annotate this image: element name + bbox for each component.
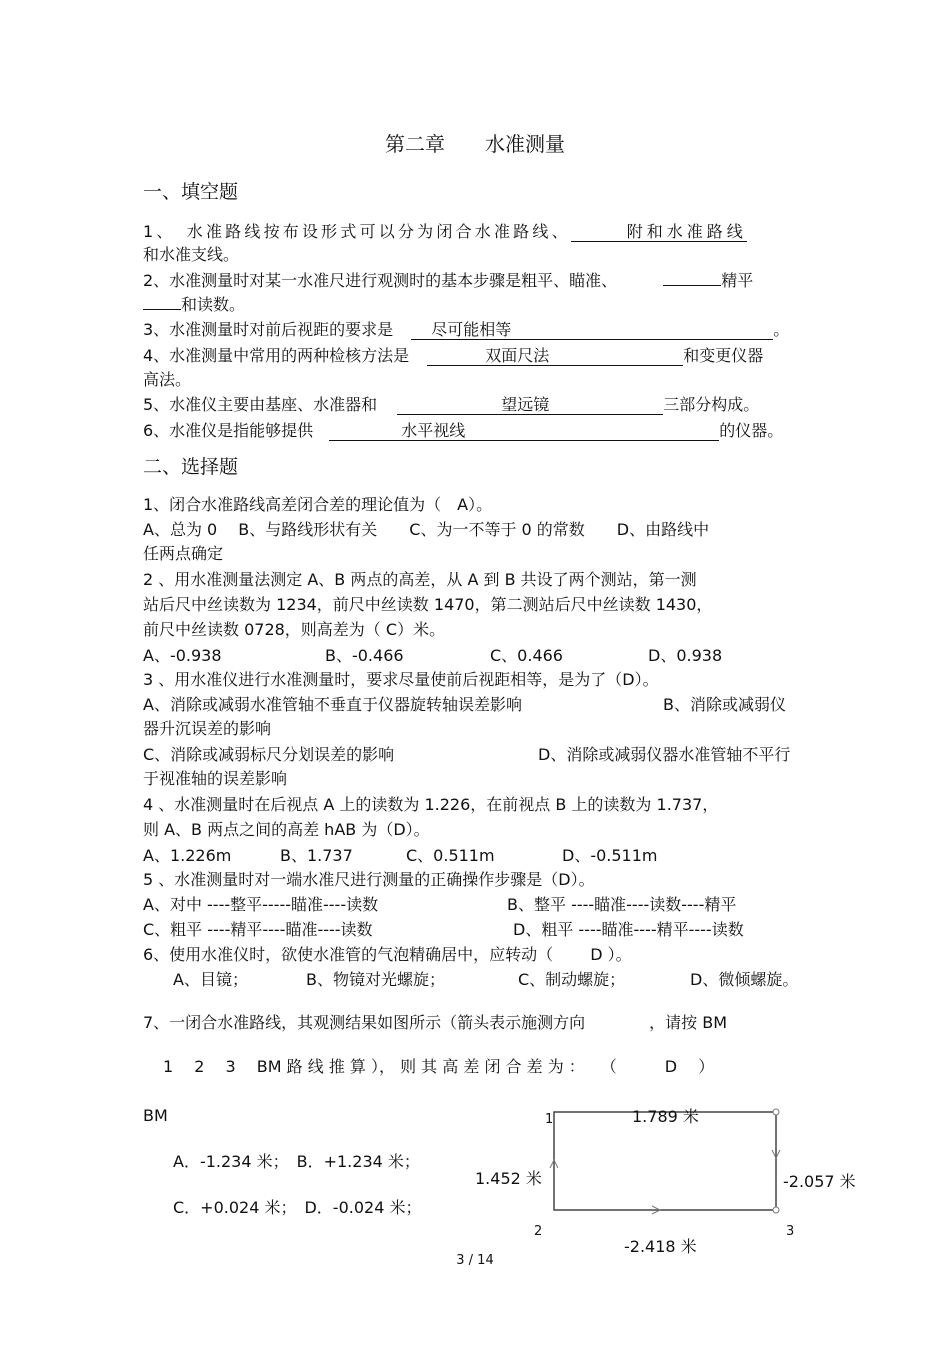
s1-q4-post: 和变更仪器 xyxy=(683,346,764,365)
s1-q4-answer: 双面尺法 xyxy=(427,347,683,366)
s2-q6-opt-a: A、目镜； xyxy=(173,970,248,989)
s2-q4-stem2: 则 A、B 两点之间的高差 hAB 为（D）。 xyxy=(143,820,430,839)
s2-q5-stem: 5 、水准测量时对一端水准尺进行测量的正确操作步骤是（D）。 xyxy=(143,870,595,889)
s2-q2-opt-a: A、-0.938 xyxy=(143,646,222,665)
s2-q6-opt-b: B、物镜对光螺旋； xyxy=(306,970,445,989)
s2-q3-opt-b2: 器升沉误差的影响 xyxy=(143,719,272,738)
s1-q3-post: 。 xyxy=(773,320,790,339)
s1-q2-answer: 精平 xyxy=(721,271,754,290)
diagram-point-2: 2 xyxy=(534,1224,543,1239)
diagram-bottom-label: -2.418 米 xyxy=(624,1237,697,1256)
s2-q7-opts-cd: C．+0.024 米； D．-0.024 米； xyxy=(173,1198,422,1217)
diagram-point-1: 1 xyxy=(545,1112,554,1127)
page-number: 3 / 14 xyxy=(456,1253,494,1268)
s1-q6-text: 6、水准仪是指能够提供 xyxy=(143,421,314,440)
s2-q2-opt-b: B、-0.466 xyxy=(325,646,404,665)
s2-q6-opt-d: D、微倾螺旋。 xyxy=(690,970,799,989)
diagram-point-3: 3 xyxy=(786,1224,795,1239)
s2-q3-opt-d2: 于视准轴的误差影响 xyxy=(143,769,288,788)
s1-q3-answer: 尽可能相等 xyxy=(411,321,773,340)
s1-q1-line2: 和水准支线。 xyxy=(143,245,240,264)
diagram-top-label: 1.789 米 xyxy=(632,1107,699,1126)
s2-q7-opts-ab: A．-1.234 米； B．+1.234 米； xyxy=(173,1152,420,1171)
s2-q3-opt-c: C、消除或减弱标尺分划误差的影响 xyxy=(143,745,395,764)
s2-q2-opt-d: D、0.938 xyxy=(648,646,723,665)
s2-q7-stem2: 1 2 3 BM 路 线 推 算 ）， 则 其 高 差 闭 合 差 为 ： （ D ） xyxy=(163,1057,715,1076)
s1-q1-answer: 附和水准路线 xyxy=(571,223,747,242)
s2-q2-stem1: 2 、用水准测量法测定 A、B 两点的高差，从 A 到 B 共设了两个测站，第一测 xyxy=(143,570,697,589)
s1-q5-post: 三部分构成。 xyxy=(663,395,760,414)
bm-point-marker xyxy=(773,1109,779,1115)
s1-q5-text: 5、水准仪主要由基座、水准器和 xyxy=(143,395,378,414)
s2-q2-stem2: 站后尺中丝读数为 1234，前尺中丝读数 1470，第二测站后尺中丝读数 1430， xyxy=(143,595,713,614)
s2-q4-opt-a: A、1.226m xyxy=(143,846,232,865)
s2-q1-opts1: A、总为 0 B、与路线形状有关 C、为一不等于 0 的常数 D、由路线中 xyxy=(143,520,710,539)
s1-q4-text: 4、水准测量中常用的两种检核方法是 xyxy=(143,346,410,365)
s2-q3-opt-d1: D、消除或减弱仪器水准管轴不平行 xyxy=(538,745,791,764)
diagram-right-label: -2.057 米 xyxy=(783,1172,856,1191)
s2-q3-stem: 3 、用水准仪进行水准测量时，要求尽量使前后视距相等，是为了（D）。 xyxy=(143,670,659,689)
s1-q2-post: 和读数。 xyxy=(181,295,246,314)
s1-q2-text: 2、水准测量时对某一水准尺进行观测时的基本步骤是粗平、瞄准、 xyxy=(143,271,618,290)
s2-q3-opt-b1: B、消除或减弱仪 xyxy=(663,695,786,714)
s2-q5-opt-b: B、整平 ----瞄准----读数----精平 xyxy=(507,895,737,914)
s2-q2-opt-c: C、0.466 xyxy=(490,646,563,665)
s1-q3-text: 3、水准测量时对前后视距的要求是 xyxy=(143,320,394,339)
diagram-left-label: 1.452 米 xyxy=(475,1169,542,1188)
s1-q5-answer: 望远镜 xyxy=(397,396,663,415)
point3-marker xyxy=(773,1207,779,1213)
s2-q4-opt-d: D、-0.511m xyxy=(562,846,658,865)
s2-q5-opt-d: D、粗平 ----瞄准----精平----读数 xyxy=(513,920,744,939)
s1-q6-post: 的仪器。 xyxy=(719,421,784,440)
s2-q4-stem1: 4 、水准测量时在后视点 A 上的读数为 1.226，在前视点 B 上的读数为 1.737， xyxy=(143,795,719,814)
s2-q6-stem: 6、使用水准仪时，欲使水准管的气泡精确居中，应转动（ D ）。 xyxy=(143,945,632,964)
s2-q2-stem3: 前尺中丝读数 0728，则高差为（ C）米。 xyxy=(143,620,446,639)
section2-heading: 二、选择题 xyxy=(143,456,239,478)
s2-q4-opt-b: B、1.737 xyxy=(280,846,353,865)
s2-q3-opt-a: A、消除或减弱水准管轴不垂直于仪器旋转轴误差影响 xyxy=(143,695,522,714)
s2-q1-stem: 1、闭合水准路线高差闭合差的理论值为（ A）。 xyxy=(143,495,493,514)
s2-q5-opt-a: A、对中 ----整平-----瞄准----读数 xyxy=(143,895,379,914)
section1-heading: 一、填空题 xyxy=(143,181,239,203)
s2-q7-bm: BM xyxy=(143,1106,168,1125)
s2-q1-opts2: 任两点确定 xyxy=(143,544,224,563)
s2-q6-opt-c: C、制动螺旋； xyxy=(518,970,626,989)
s2-q5-opt-c: C、粗平 ----精平----瞄准----读数 xyxy=(143,920,373,939)
s1-q1-text: 1、 水准路线按布设形式可以分为闭合水准路线、 xyxy=(143,222,571,241)
s2-q7-stem1: 7、一闭合水准路线，其观测结果如图所示（箭头表示施测方向 ，请按 BM xyxy=(143,1013,728,1032)
page-title: 第二章 水准测量 xyxy=(385,132,565,156)
s1-q4-line2: 高法。 xyxy=(143,370,192,389)
s2-q4-opt-c: C、0.511m xyxy=(406,846,495,865)
s1-q6-answer: 水平视线 xyxy=(329,422,719,441)
